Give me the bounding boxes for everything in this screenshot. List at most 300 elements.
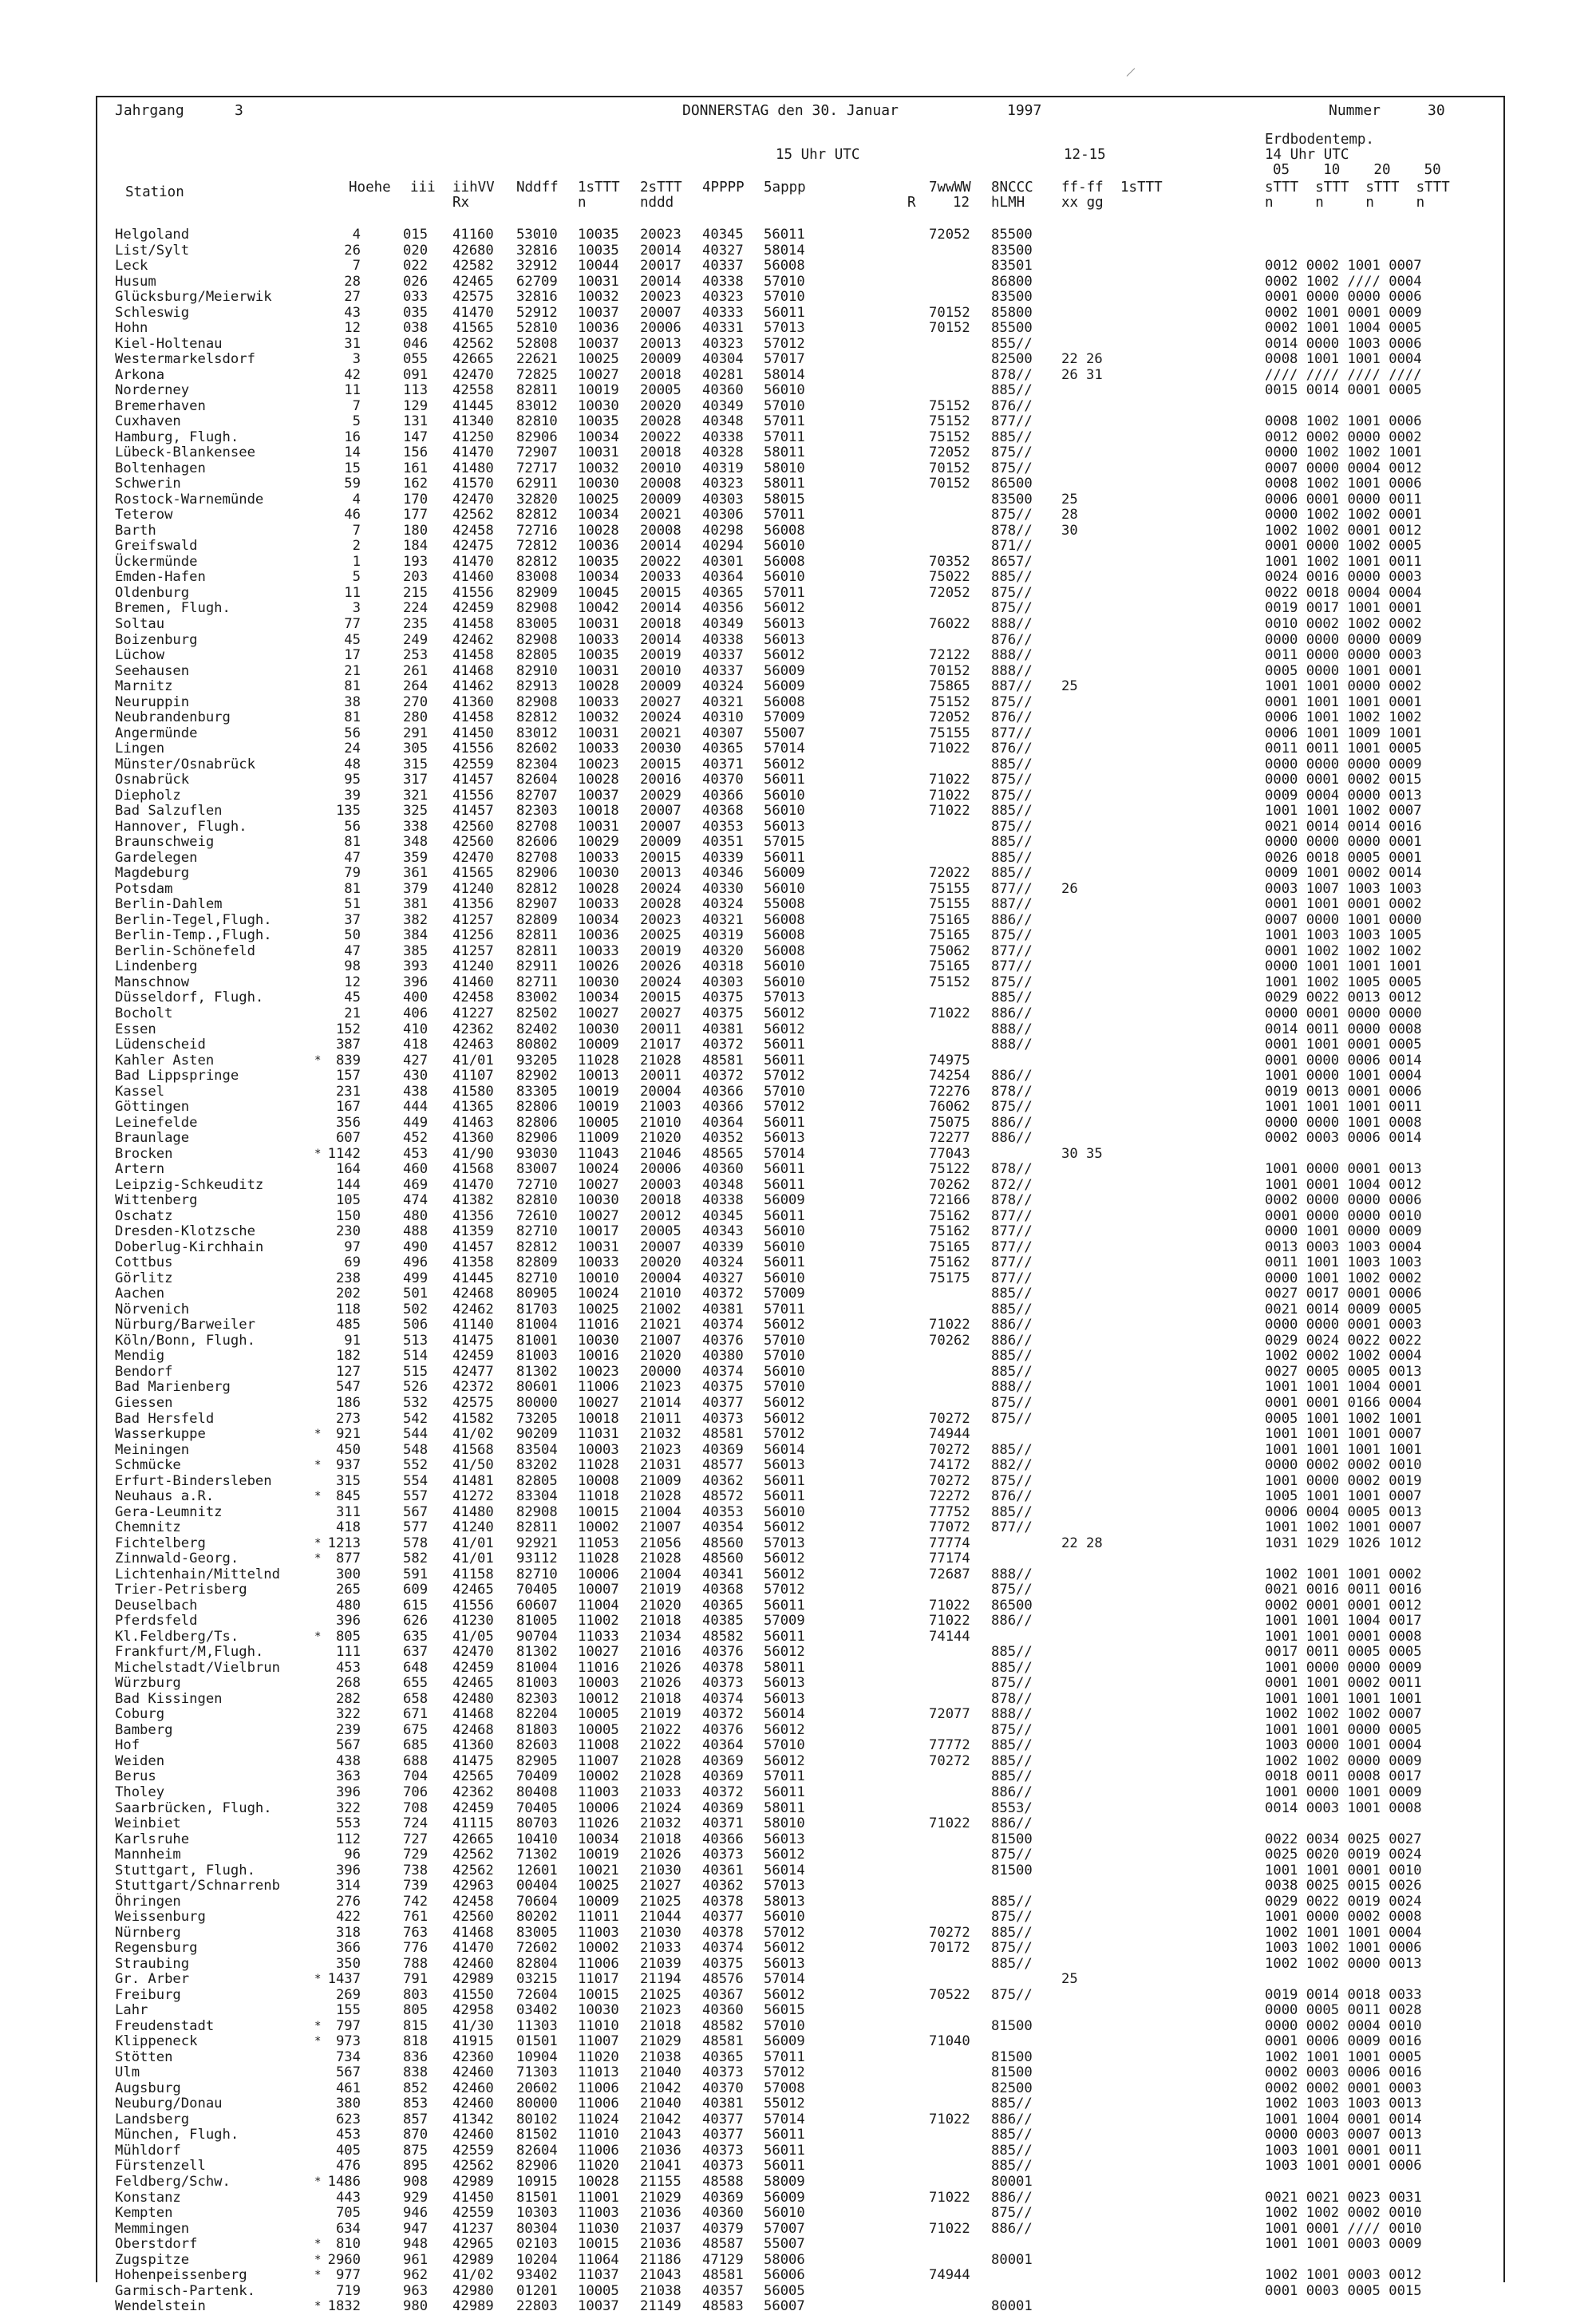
cell-nccc: 875// bbox=[991, 1675, 1033, 1692]
cell-iihvv: 42562 bbox=[452, 2158, 494, 2175]
cell-iihvv: 42559 bbox=[452, 2142, 494, 2159]
cell-soil: 0000 0000 0000 0001 bbox=[1265, 834, 1422, 851]
cell-iii: 147 bbox=[403, 429, 429, 445]
cell-iihvv: 42470 bbox=[452, 1644, 494, 1661]
cell-iii: 577 bbox=[403, 1519, 429, 1536]
cell-nddff: 83007 bbox=[516, 1161, 558, 1178]
cell-wwww: 70172 bbox=[929, 1940, 970, 1957]
table-row bbox=[97, 1536, 1503, 1552]
cell-soil: 0024 0016 0000 0003 bbox=[1265, 569, 1422, 586]
cell-iihvv: 41458 bbox=[452, 647, 494, 664]
cell-hoehe: 11 bbox=[344, 584, 361, 601]
cell-pppp: 40373 bbox=[702, 1675, 744, 1692]
cell-station-name: Kahler Asten bbox=[115, 1052, 215, 1069]
cell-iii: 761 bbox=[403, 1909, 429, 1926]
cell-hoehe: 31 bbox=[344, 335, 361, 352]
cell-nddff: 83012 bbox=[516, 397, 558, 414]
cell-ffff: 26 bbox=[1061, 880, 1078, 897]
cell-soil: 0001 1001 0001 0002 bbox=[1265, 896, 1422, 913]
cell-hoehe: 14 bbox=[344, 444, 361, 461]
cell-iihvv: 42562 bbox=[452, 1847, 494, 1863]
cell-iii: 359 bbox=[403, 849, 429, 866]
cell-station-name: Gr. Arber bbox=[115, 1971, 190, 1988]
cell-iii: 348 bbox=[403, 834, 429, 851]
table-row bbox=[97, 1863, 1503, 1879]
cell-appp: 57010 bbox=[764, 1348, 805, 1365]
cell-nccc: 885// bbox=[991, 1768, 1033, 1785]
cell-iii: 948 bbox=[403, 2236, 429, 2253]
cell-ttt1: 10036 bbox=[578, 538, 619, 555]
cell-appp: 56011 bbox=[764, 1176, 805, 1193]
cell-nccc: 878// bbox=[991, 366, 1033, 383]
cell-appp: 56012 bbox=[764, 647, 805, 664]
cell-station-name: Diepholz bbox=[115, 787, 181, 804]
cell-appp: 56010 bbox=[764, 880, 805, 897]
cell-ttt2: 20014 bbox=[640, 242, 681, 259]
cell-ttt1: 10027 bbox=[578, 1176, 619, 1193]
cell-ttt2: 21020 bbox=[640, 1130, 681, 1147]
table-row bbox=[97, 710, 1503, 726]
cell-appp: 56009 bbox=[764, 865, 805, 882]
cell-soil: 0001 1001 1001 0001 bbox=[1265, 693, 1422, 710]
cell-iihvv: 41360 bbox=[452, 1737, 494, 1754]
table-row bbox=[97, 523, 1503, 539]
cell-nddff: 03402 bbox=[516, 2002, 558, 2019]
cell-iihvv: 41470 bbox=[452, 444, 494, 461]
cell-station-name: Boltenhagen bbox=[115, 460, 206, 476]
cell-ttt1: 10006 bbox=[578, 1799, 619, 1816]
cell-ttt2: 20013 bbox=[640, 335, 681, 352]
table-row bbox=[97, 788, 1503, 804]
cell-soil: 1002 1001 0003 0012 bbox=[1265, 2267, 1422, 2284]
cell-ttt1: 11037 bbox=[578, 2267, 619, 2284]
cell-iihvv: 42475 bbox=[452, 538, 494, 555]
cell-ttt1: 10027 bbox=[578, 366, 619, 383]
cell-iii: 261 bbox=[403, 662, 429, 679]
col-8nccc: 8NCCC bbox=[991, 180, 1033, 196]
cell-iii: 838 bbox=[403, 2064, 429, 2081]
cell-pppp: 48582 bbox=[702, 1628, 744, 1645]
cell-soil: 0002 0002 0001 0003 bbox=[1265, 2080, 1422, 2096]
cell-hoehe: 56 bbox=[344, 725, 361, 741]
cell-nddff: 82812 bbox=[516, 709, 558, 726]
cell-nddff: 82908 bbox=[516, 1503, 558, 1520]
cell-wwww: 70272 bbox=[929, 1924, 970, 1941]
cell-nccc: 876// bbox=[991, 397, 1033, 414]
cell-wwww: 75162 bbox=[929, 1254, 970, 1271]
cell-hoehe: 877 bbox=[335, 1551, 361, 1567]
cell-appp: 56006 bbox=[764, 2267, 805, 2284]
cell-pppp: 40337 bbox=[702, 258, 744, 275]
cell-iihvv: 42558 bbox=[452, 382, 494, 399]
cell-ttt1: 10028 bbox=[578, 678, 619, 695]
cell-soil: 0000 1001 0000 0009 bbox=[1265, 1223, 1422, 1240]
cell-appp: 56012 bbox=[764, 1986, 805, 2003]
cell-ttt1: 11020 bbox=[578, 2158, 619, 2175]
cell-hoehe: 4 bbox=[352, 227, 361, 243]
cell-appp: 56011 bbox=[764, 2127, 805, 2143]
cell-station-name: Stötten bbox=[115, 2048, 173, 2065]
cell-ffff: 30 bbox=[1061, 522, 1078, 539]
cell-hoehe: 3 bbox=[352, 600, 361, 617]
cell-pppp: 40362 bbox=[702, 1878, 744, 1894]
cell-ffff: 25 bbox=[1061, 678, 1078, 695]
cell-soil: 0000 0000 0001 0003 bbox=[1265, 1317, 1422, 1333]
cell-soil: 1005 1001 1001 0007 bbox=[1265, 1488, 1422, 1505]
cell-ttt2: 20009 bbox=[640, 491, 681, 508]
cell-soil: 0007 0000 0004 0012 bbox=[1265, 460, 1422, 476]
col-1sttt-b: 1sTTT bbox=[1120, 180, 1163, 196]
cell-nccc: 875// bbox=[991, 600, 1033, 617]
cell-station-name: Göttingen bbox=[115, 1099, 190, 1116]
cell-hoehe: 45 bbox=[344, 990, 361, 1006]
cell-iihvv: 41556 bbox=[452, 741, 494, 757]
cell-iihvv: 42470 bbox=[452, 491, 494, 508]
cell-pppp: 40364 bbox=[702, 1114, 744, 1131]
cell-pppp: 40376 bbox=[702, 1332, 744, 1349]
cell-ttt2: 21010 bbox=[640, 1114, 681, 1131]
cell-ttt1: 11064 bbox=[578, 2251, 619, 2268]
cell-nddff: 02103 bbox=[516, 2236, 558, 2253]
cell-soil: 0022 0018 0004 0004 bbox=[1265, 584, 1422, 601]
cell-iihvv: 41556 bbox=[452, 787, 494, 804]
cell-ttt2: 20013 bbox=[640, 865, 681, 882]
cell-ttt1: 10021 bbox=[578, 1862, 619, 1878]
table-row bbox=[97, 2112, 1503, 2128]
table-row bbox=[97, 726, 1503, 742]
cell-appp: 56011 bbox=[764, 227, 805, 243]
cell-iihvv: 42565 bbox=[452, 1768, 494, 1785]
cell-wwww: 72166 bbox=[929, 1192, 970, 1209]
cell-ttt1: 10035 bbox=[578, 227, 619, 243]
cell-nccc: 877// bbox=[991, 1254, 1033, 1271]
cell-iihvv: 41460 bbox=[452, 974, 494, 990]
cell-station-name: Dresden-Klotzsche bbox=[115, 1223, 255, 1240]
cell-pppp: 40321 bbox=[702, 693, 744, 710]
cell-ttt2: 21022 bbox=[640, 1721, 681, 1738]
cell-ttt1: 10034 bbox=[578, 569, 619, 586]
cell-appp: 57013 bbox=[764, 990, 805, 1006]
cell-nddff: 32820 bbox=[516, 491, 558, 508]
cell-ttt1: 10033 bbox=[578, 942, 619, 959]
cell-pppp: 40381 bbox=[702, 2096, 744, 2112]
cell-iihvv: 42989 bbox=[452, 2298, 494, 2315]
cell-hoehe: 719 bbox=[335, 2282, 361, 2299]
cell-nddff: 81501 bbox=[516, 2189, 558, 2206]
cell-station-name: List/Sylt bbox=[115, 242, 190, 259]
cell-ttt1: 11028 bbox=[578, 1551, 619, 1567]
cell-iii: 708 bbox=[403, 1799, 429, 1816]
table-row bbox=[97, 290, 1503, 306]
cell-hoehe: 12 bbox=[344, 320, 361, 337]
cell-ttt1: 11017 bbox=[578, 1971, 619, 1988]
cell-pppp: 40378 bbox=[702, 1924, 744, 1941]
cell-soil: 0018 0011 0008 0017 bbox=[1265, 1768, 1422, 1785]
cell-nccc: 885// bbox=[991, 1441, 1033, 1458]
cell-appp: 56011 bbox=[764, 1488, 805, 1505]
cell-iihvv: 41360 bbox=[452, 1130, 494, 1147]
col-xxgg: xx gg bbox=[1061, 195, 1104, 211]
cell-wwww: 75165 bbox=[929, 911, 970, 928]
cell-hoehe: 3 bbox=[352, 351, 361, 368]
cell-iihvv: 41582 bbox=[452, 1410, 494, 1427]
cell-ttt2: 21039 bbox=[640, 1955, 681, 1972]
cell-nccc: 877// bbox=[991, 725, 1033, 741]
cell-ttt1: 11007 bbox=[578, 2033, 619, 2050]
cell-nccc: 885// bbox=[991, 1737, 1033, 1754]
cell-iihvv: 42460 bbox=[452, 2096, 494, 2112]
cell-iihvv: 42480 bbox=[452, 1690, 494, 1707]
table-row bbox=[97, 555, 1503, 571]
cell-soil: 1001 0000 0002 0008 bbox=[1265, 1909, 1422, 1926]
cell-station-name: Neuruppin bbox=[115, 693, 190, 710]
table-row bbox=[97, 1427, 1503, 1443]
cell-iii: 379 bbox=[403, 880, 429, 897]
cell-iihvv: 41382 bbox=[452, 1192, 494, 1209]
cell-ttt1: 10042 bbox=[578, 600, 619, 617]
table-row bbox=[97, 1707, 1503, 1723]
cell-iii: 929 bbox=[403, 2189, 429, 2206]
cell-appp: 56013 bbox=[764, 1955, 805, 1972]
cell-iii: 488 bbox=[403, 1223, 429, 1240]
cell-pppp: 40357 bbox=[702, 2282, 744, 2299]
cell-nccc: 885// bbox=[991, 834, 1033, 851]
cell-hoehe: 1142 bbox=[327, 1145, 361, 1162]
cell-soil: 0007 0000 1001 0000 bbox=[1265, 911, 1422, 928]
cell-iii: 321 bbox=[403, 787, 429, 804]
cell-pppp: 40378 bbox=[702, 1893, 744, 1910]
cell-hoehe: 118 bbox=[335, 1301, 361, 1317]
cell-ttt1: 10033 bbox=[578, 896, 619, 913]
cell-iihvv: 42680 bbox=[452, 242, 494, 259]
cell-nccc: 876// bbox=[991, 741, 1033, 757]
cell-hoehe: 1437 bbox=[327, 1971, 361, 1988]
cell-ttt1: 10023 bbox=[578, 1363, 619, 1380]
table-row bbox=[97, 1754, 1503, 1770]
cell-station-name: Hohenpeissenberg bbox=[115, 2267, 247, 2284]
cell-nddff: 82910 bbox=[516, 662, 558, 679]
cell-station-name: Leipzig-Schkeuditz bbox=[115, 1176, 264, 1193]
cell-pppp: 40318 bbox=[702, 958, 744, 975]
cell-nddff: 72812 bbox=[516, 538, 558, 555]
cell-soil: 0001 1001 0002 0011 bbox=[1265, 1675, 1422, 1692]
cell-ffff: 25 bbox=[1061, 1971, 1078, 1988]
cell-hoehe: 4 bbox=[352, 491, 361, 508]
cell-station-name: Nürnberg bbox=[115, 1924, 181, 1941]
mountain-station-star: * bbox=[314, 2035, 322, 2048]
cell-iihvv: 42459 bbox=[452, 1659, 494, 1676]
cell-iii: 532 bbox=[403, 1395, 429, 1411]
cell-ttt2: 20014 bbox=[640, 631, 681, 648]
cell-station-name: Zugspitze bbox=[115, 2251, 190, 2268]
cell-appp: 58011 bbox=[764, 476, 805, 492]
cell-ttt2: 21186 bbox=[640, 2251, 681, 2268]
cell-iii: 235 bbox=[403, 616, 429, 632]
cell-hoehe: 805 bbox=[335, 1628, 361, 1645]
cell-station-name: Hof bbox=[115, 1737, 140, 1754]
cell-nddff: 82902 bbox=[516, 1068, 558, 1084]
cell-nccc: 877// bbox=[991, 1207, 1033, 1224]
cell-nccc: 886// bbox=[991, 1130, 1033, 1147]
cell-appp: 56013 bbox=[764, 1675, 805, 1692]
cell-ttt2: 21029 bbox=[640, 2189, 681, 2206]
cell-ttt1: 10019 bbox=[578, 1847, 619, 1863]
cell-pppp: 40327 bbox=[702, 1270, 744, 1286]
cell-ttt2: 21028 bbox=[640, 1052, 681, 1069]
cell-iii: 961 bbox=[403, 2251, 429, 2268]
cell-ttt2: 21043 bbox=[640, 2127, 681, 2143]
cell-iihvv: 42965 bbox=[452, 2236, 494, 2253]
col-nddd: nddd bbox=[640, 195, 674, 211]
cell-ttt1: 10009 bbox=[578, 1893, 619, 1910]
cell-nccc: 875// bbox=[991, 1721, 1033, 1738]
cell-soil: 0000 0001 0002 0015 bbox=[1265, 772, 1422, 788]
cell-ttt2: 21040 bbox=[640, 2064, 681, 2081]
cell-pppp: 40303 bbox=[702, 491, 744, 508]
cell-iihvv: 42459 bbox=[452, 1348, 494, 1365]
cell-hoehe: 2 bbox=[352, 538, 361, 555]
cell-nccc: 886// bbox=[991, 1815, 1033, 1832]
cell-pppp: 40373 bbox=[702, 2064, 744, 2081]
cell-iii: 427 bbox=[403, 1052, 429, 1069]
cell-ttt1: 10032 bbox=[578, 709, 619, 726]
cell-hoehe: 17 bbox=[344, 647, 361, 664]
cell-nccc: 878// bbox=[991, 1192, 1033, 1209]
cell-ttt2: 20029 bbox=[640, 787, 681, 804]
cell-ttt1: 11028 bbox=[578, 1052, 619, 1069]
cell-nddff: 83005 bbox=[516, 1924, 558, 1941]
cell-nddff: 81004 bbox=[516, 1659, 558, 1676]
cell-station-name: Kiel-Holtenau bbox=[115, 335, 223, 352]
cell-nddff: 81001 bbox=[516, 1332, 558, 1349]
cell-ttt1: 10018 bbox=[578, 1410, 619, 1427]
cell-ttt2: 20008 bbox=[640, 476, 681, 492]
cell-pppp: 40372 bbox=[702, 1068, 744, 1084]
cell-soil: 0001 0000 0006 0014 bbox=[1265, 1052, 1422, 1069]
table-row bbox=[97, 1614, 1503, 1630]
cell-hoehe: 28 bbox=[344, 273, 361, 290]
cell-ttt2: 20015 bbox=[640, 584, 681, 601]
cell-ttt1: 10005 bbox=[578, 2282, 619, 2299]
cell-nddff: 70409 bbox=[516, 1768, 558, 1785]
cell-wwww: 75175 bbox=[929, 1270, 970, 1286]
table-row bbox=[97, 399, 1503, 415]
cell-soil: 0008 1002 1001 0006 bbox=[1265, 413, 1422, 430]
cell-nccc: 885// bbox=[991, 990, 1033, 1006]
cell-pppp: 40360 bbox=[702, 2205, 744, 2222]
cell-pppp: 40375 bbox=[702, 1005, 744, 1021]
table-row bbox=[97, 1100, 1503, 1116]
cell-ttt1: 10032 bbox=[578, 460, 619, 476]
cell-appp: 58010 bbox=[764, 460, 805, 476]
cell-nddff: 72602 bbox=[516, 1940, 558, 1957]
table-row bbox=[97, 990, 1503, 1006]
cell-ttt2: 21040 bbox=[640, 2096, 681, 2112]
cell-pppp: 48583 bbox=[702, 2298, 744, 2315]
cell-iii: 805 bbox=[403, 2002, 429, 2019]
cell-hoehe: 91 bbox=[344, 1332, 361, 1349]
cell-pppp: 40352 bbox=[702, 1130, 744, 1147]
cell-appp: 57011 bbox=[764, 1301, 805, 1317]
cell-nccc: 877// bbox=[991, 1519, 1033, 1536]
cell-soil: 0002 0003 0006 0014 bbox=[1265, 1130, 1422, 1147]
mountain-station-star: * bbox=[314, 2253, 322, 2266]
table-row bbox=[97, 633, 1503, 649]
cell-pppp: 40368 bbox=[702, 1582, 744, 1598]
table-row bbox=[97, 648, 1503, 664]
cell-soil: 0000 0000 0000 0009 bbox=[1265, 631, 1422, 648]
cell-appp: 57013 bbox=[764, 1878, 805, 1894]
cell-pppp: 40319 bbox=[702, 927, 744, 944]
cell-iii: 615 bbox=[403, 1597, 429, 1614]
cell-pppp: 40360 bbox=[702, 2002, 744, 2019]
cell-iii: 026 bbox=[403, 273, 429, 290]
table-row bbox=[97, 1474, 1503, 1490]
cell-ttt2: 21026 bbox=[640, 1659, 681, 1676]
table-row bbox=[97, 1286, 1503, 1302]
cell-wwww: 75155 bbox=[929, 725, 970, 741]
cell-pppp: 40351 bbox=[702, 834, 744, 851]
cell-nccc: 875// bbox=[991, 1410, 1033, 1427]
cell-nccc: 81500 bbox=[991, 2048, 1033, 2065]
table-row bbox=[97, 866, 1503, 882]
cell-iihvv: 41240 bbox=[452, 958, 494, 975]
cell-nddff: 81004 bbox=[516, 1317, 558, 1333]
cell-ttt2: 20004 bbox=[640, 1270, 681, 1286]
cell-appp: 56009 bbox=[764, 662, 805, 679]
cell-soil: 0021 0014 0009 0005 bbox=[1265, 1301, 1422, 1317]
table-row bbox=[97, 1582, 1503, 1598]
cell-nccc: 887// bbox=[991, 678, 1033, 695]
cell-ttt2: 21020 bbox=[640, 1597, 681, 1614]
cell-hoehe: 273 bbox=[335, 1410, 361, 1427]
cell-ttt1: 10025 bbox=[578, 1301, 619, 1317]
cell-soil: 1001 0001 1004 0012 bbox=[1265, 1176, 1422, 1193]
cell-nddff: 83005 bbox=[516, 616, 558, 632]
cell-station-name: Kempten bbox=[115, 2205, 173, 2222]
cell-pppp: 40365 bbox=[702, 584, 744, 601]
cell-appp: 56012 bbox=[764, 1519, 805, 1536]
cell-iihvv: 41340 bbox=[452, 413, 494, 430]
cell-iii: 280 bbox=[403, 709, 429, 726]
cell-hoehe: 238 bbox=[335, 1270, 361, 1286]
cell-station-name: Lüdenscheid bbox=[115, 1037, 206, 1053]
cell-pppp: 40373 bbox=[702, 1847, 744, 1863]
cell-pppp: 40320 bbox=[702, 942, 744, 959]
cell-nccc: 885// bbox=[991, 1955, 1033, 1972]
cell-pppp: 40356 bbox=[702, 600, 744, 617]
cell-nccc: 85500 bbox=[991, 227, 1033, 243]
cell-soil: 0021 0016 0011 0016 bbox=[1265, 1582, 1422, 1598]
cell-nccc: 80001 bbox=[991, 2251, 1033, 2268]
cell-hoehe: 5 bbox=[352, 413, 361, 430]
cell-soil: 1001 1001 0003 0009 bbox=[1265, 2236, 1422, 2253]
cell-nddff: 82604 bbox=[516, 2142, 558, 2159]
cell-soil: 0029 0022 0019 0024 bbox=[1265, 1893, 1422, 1910]
cell-station-name: Schmücke bbox=[115, 1457, 181, 1474]
cell-nddff: 71302 bbox=[516, 1847, 558, 1863]
cell-ttt2: 20020 bbox=[640, 397, 681, 414]
cell-pppp: 40337 bbox=[702, 662, 744, 679]
cell-nccc: 875// bbox=[991, 1940, 1033, 1957]
cell-ttt2: 20006 bbox=[640, 320, 681, 337]
cell-ttt1: 11006 bbox=[578, 2096, 619, 2112]
cell-hoehe: 453 bbox=[335, 2127, 361, 2143]
cell-pppp: 40366 bbox=[702, 1831, 744, 1847]
cell-appp: 58011 bbox=[764, 1799, 805, 1816]
cell-soil: 1003 1001 0001 0011 bbox=[1265, 2142, 1422, 2159]
mountain-station-star: * bbox=[314, 2238, 322, 2251]
